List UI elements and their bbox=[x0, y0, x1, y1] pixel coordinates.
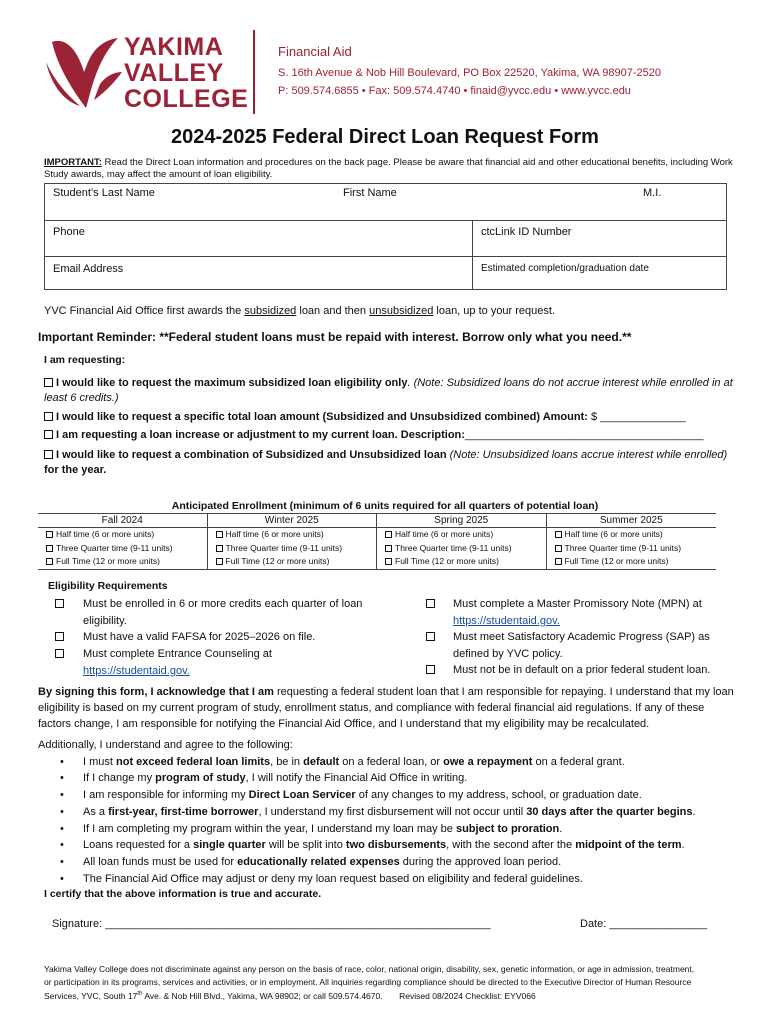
important-note bbox=[44, 157, 734, 181]
student-info-table bbox=[44, 183, 727, 290]
quarter-options: Half time (6 or more units) Three Quarter time (9-11 units) Full Time (12 or more units) bbox=[208, 528, 377, 569]
requesting-label: I am requesting: bbox=[44, 354, 126, 366]
option-loan-increase[interactable]: I am requesting a loan increase or adjustment to my current loan. Description:_______________________________________ bbox=[44, 429, 704, 441]
college-name-line2: VALLEY bbox=[124, 59, 224, 87]
college-name-line3: COLLEGE bbox=[124, 85, 249, 113]
specific-amount-checkbox[interactable] bbox=[44, 412, 53, 421]
eligibility-left-checkbox-3 bbox=[55, 646, 67, 663]
quarter-options: Half time (6 or more units) Three Quarter time (9-11 units) Full Time (12 or more units) bbox=[377, 528, 546, 569]
quarter-summer bbox=[547, 514, 717, 569]
nondiscrimination-footer: Yakima Valley College does not discriminate against any person on the basis of race, color, national origin, disability, sex, genetic information, or age in admission, treatment, or participation in its programs, services and activities, or in employment. All inquiries regarding compliance should be directed to the Executive Director of Human Resource Services, YVC, South 17th Ave. & Nob Hill Blvd., Yakima, WA 98902; or call 509.574.4670. Revised 08/2024 Checklist: EYV066 bbox=[44, 964, 695, 1001]
list-item: • The Financial Aid Office may adjust or deny my loan request based on eligibility and federal guidelines. bbox=[38, 871, 735, 888]
enrollment-table bbox=[38, 513, 716, 570]
eligibility-right-checkbox-1 bbox=[426, 596, 438, 613]
list-item: • I am responsible for informing my Direct Loan Servicer of any changes to my address, school, or graduation date. bbox=[38, 787, 735, 804]
list-item: • If I change my program of study, I will notify the Financial Aid Office in writing. bbox=[38, 770, 735, 787]
college-logo-icon bbox=[44, 32, 124, 112]
quarter-header: Winter 2025 bbox=[208, 514, 377, 528]
agreement-list bbox=[38, 737, 735, 887]
eligibility-left-item-1: Must be enrolled in 6 or more credits each quarter of loan eligibility. bbox=[83, 598, 363, 627]
date-field[interactable]: Date: ________________ bbox=[580, 918, 708, 930]
college-name bbox=[124, 34, 248, 112]
office-contact: P: 509.574.6855 • Fax: 509.574.4740 • finaid@yvcc.edu • www.yvcc.edu bbox=[278, 85, 631, 97]
list-item: • All loan funds must be used for educationally related expenses during the approved loan period. bbox=[38, 854, 735, 871]
quarter-header: Fall 2024 bbox=[38, 514, 207, 528]
first-awards-note: YVC Financial Aid Office first awards the subsidized loan and then unsubsidized loan, up to your request. bbox=[44, 305, 556, 317]
studentaid-link[interactable]: https://studentaid.gov. bbox=[83, 664, 190, 677]
quarter-header: Summer 2025 bbox=[547, 514, 717, 528]
combination-checkbox[interactable] bbox=[44, 450, 53, 459]
signature-field[interactable]: Signature: _______________________________________________________________ bbox=[52, 918, 491, 930]
header-divider bbox=[253, 30, 255, 114]
eligibility-left-item-3: Must complete Entrance Counseling at https://studentaid.gov. bbox=[83, 648, 272, 677]
option-max-subsidized[interactable]: I would like to request the maximum subsidized loan eligibility only. (Note: Subsidized loans do not accrue interest while enrolled in at least 6 credits.) bbox=[44, 377, 733, 404]
page-title: 2024-2025 Federal Direct Loan Request Form bbox=[171, 126, 599, 148]
eligibility-right-checkbox-3 bbox=[426, 662, 438, 679]
eligibility-left-checkbox-1 bbox=[55, 596, 67, 613]
first-name-field[interactable]: First Name bbox=[343, 187, 397, 199]
max-subsidized-checkbox[interactable] bbox=[44, 378, 53, 387]
eligibility-left-item-2: Must have a valid FAFSA for 2025–2026 on file. bbox=[83, 631, 316, 643]
eligibility-right-item-3: Must not be in default on a prior federal student loan. bbox=[453, 664, 711, 676]
important-reminder: Important Reminder: **Federal student loans must be repaid with interest. Borrow only what you need.** bbox=[38, 330, 632, 344]
loan-increase-checkbox[interactable] bbox=[44, 430, 53, 439]
list-item: • Loans requested for a single quarter will be split into two disbursements, with the second after the midpoint of the term. bbox=[38, 837, 735, 854]
ctclink-id-field[interactable]: ctcLink ID Number bbox=[481, 226, 572, 238]
eligibility-right-item-2: Must meet Satisfactory Academic Progress (SAP) as defined by YVC policy. bbox=[453, 631, 710, 660]
list-item: • As a first-year, first-time borrower, I understand my first disbursement will not occur until 30 days after the quarter begins. bbox=[38, 804, 735, 821]
option-combination[interactable]: I would like to request a combination of Subsidized and Unsubsidized loan (Note: Unsubsidized loans accrue interest while enrolled) for the year. bbox=[44, 449, 728, 476]
eligibility-right-checkbox-2 bbox=[426, 629, 438, 646]
list-item: • If I am completing my program within the year, I understand my loan may be subject to proration. bbox=[38, 821, 735, 838]
office-address: S. 16th Avenue & Nob Hill Boulevard, PO Box 22520, Yakima, WA 98907-2520 bbox=[278, 67, 661, 79]
additionally-text: Additionally, I understand and agree to the following: bbox=[38, 739, 293, 751]
quarter-header: Spring 2025 bbox=[377, 514, 546, 528]
graduation-date-field[interactable]: Estimated completion/graduation date bbox=[481, 263, 649, 274]
acknowledgement-paragraph: By signing this form, I acknowledge that I am requesting a federal student loan that I am responsible for repaying. I understand that my loan eligibility is based on my current program of study, enrollment status, and compliance with federal financial aid regulations. If any of these factors change, I am responsible for notifying the Financial Aid Office, and I understand that my eligibility may be recalculated. bbox=[38, 686, 734, 730]
college-name-line1: YAKIMA bbox=[124, 33, 224, 61]
phone-field[interactable]: Phone bbox=[53, 226, 85, 238]
revision-label: Revised 08/2024 Checklist: EYV066 bbox=[399, 990, 536, 1001]
quarter-winter bbox=[208, 514, 378, 569]
important-text: Read the Direct Loan information and procedures on the back page. Please be aware that financial aid and other educational benefits, including Work Study awards, may affect the amount of loan eligibility. bbox=[44, 157, 733, 180]
studentaid-mpn-link[interactable]: https://studentaid.gov. bbox=[453, 614, 560, 627]
quarter-options: Half time (6 or more units) Three Quarter time (9-11 units) Full Time (12 or more units) bbox=[38, 528, 207, 569]
important-label: IMPORTANT: bbox=[44, 157, 102, 168]
quarter-fall bbox=[38, 514, 208, 569]
office-title: Financial Aid bbox=[278, 44, 352, 59]
certify-statement: I certify that the above information is true and accurate. bbox=[44, 888, 322, 900]
last-name-field[interactable]: Student’s Last Name bbox=[53, 187, 155, 199]
list-item: • I must not exceed federal loan limits, be in default on a federal loan, or owe a repayment on a federal grant. bbox=[38, 754, 735, 771]
option-specific-amount[interactable]: I would like to request a specific total loan amount (Subsidized and Unsubsidized combined) Amount: $ ______________ bbox=[44, 411, 686, 423]
email-field[interactable]: Email Address bbox=[53, 263, 124, 275]
enrollment-title: Anticipated Enrollment (minimum of 6 units required for all quarters of potential loan) bbox=[171, 500, 599, 512]
quarter-spring bbox=[377, 514, 547, 569]
quarter-options: Half time (6 or more units) Three Quarter time (9-11 units) Full Time (12 or more units) bbox=[547, 528, 717, 569]
middle-initial-field[interactable]: M.I. bbox=[643, 187, 662, 199]
eligibility-left-checkbox-2 bbox=[55, 629, 67, 646]
eligibility-title: Eligibility Requirements bbox=[48, 580, 168, 592]
eligibility-right-item-1: Must complete a Master Promissory Note (MPN) at https://studentaid.gov. bbox=[453, 598, 702, 627]
